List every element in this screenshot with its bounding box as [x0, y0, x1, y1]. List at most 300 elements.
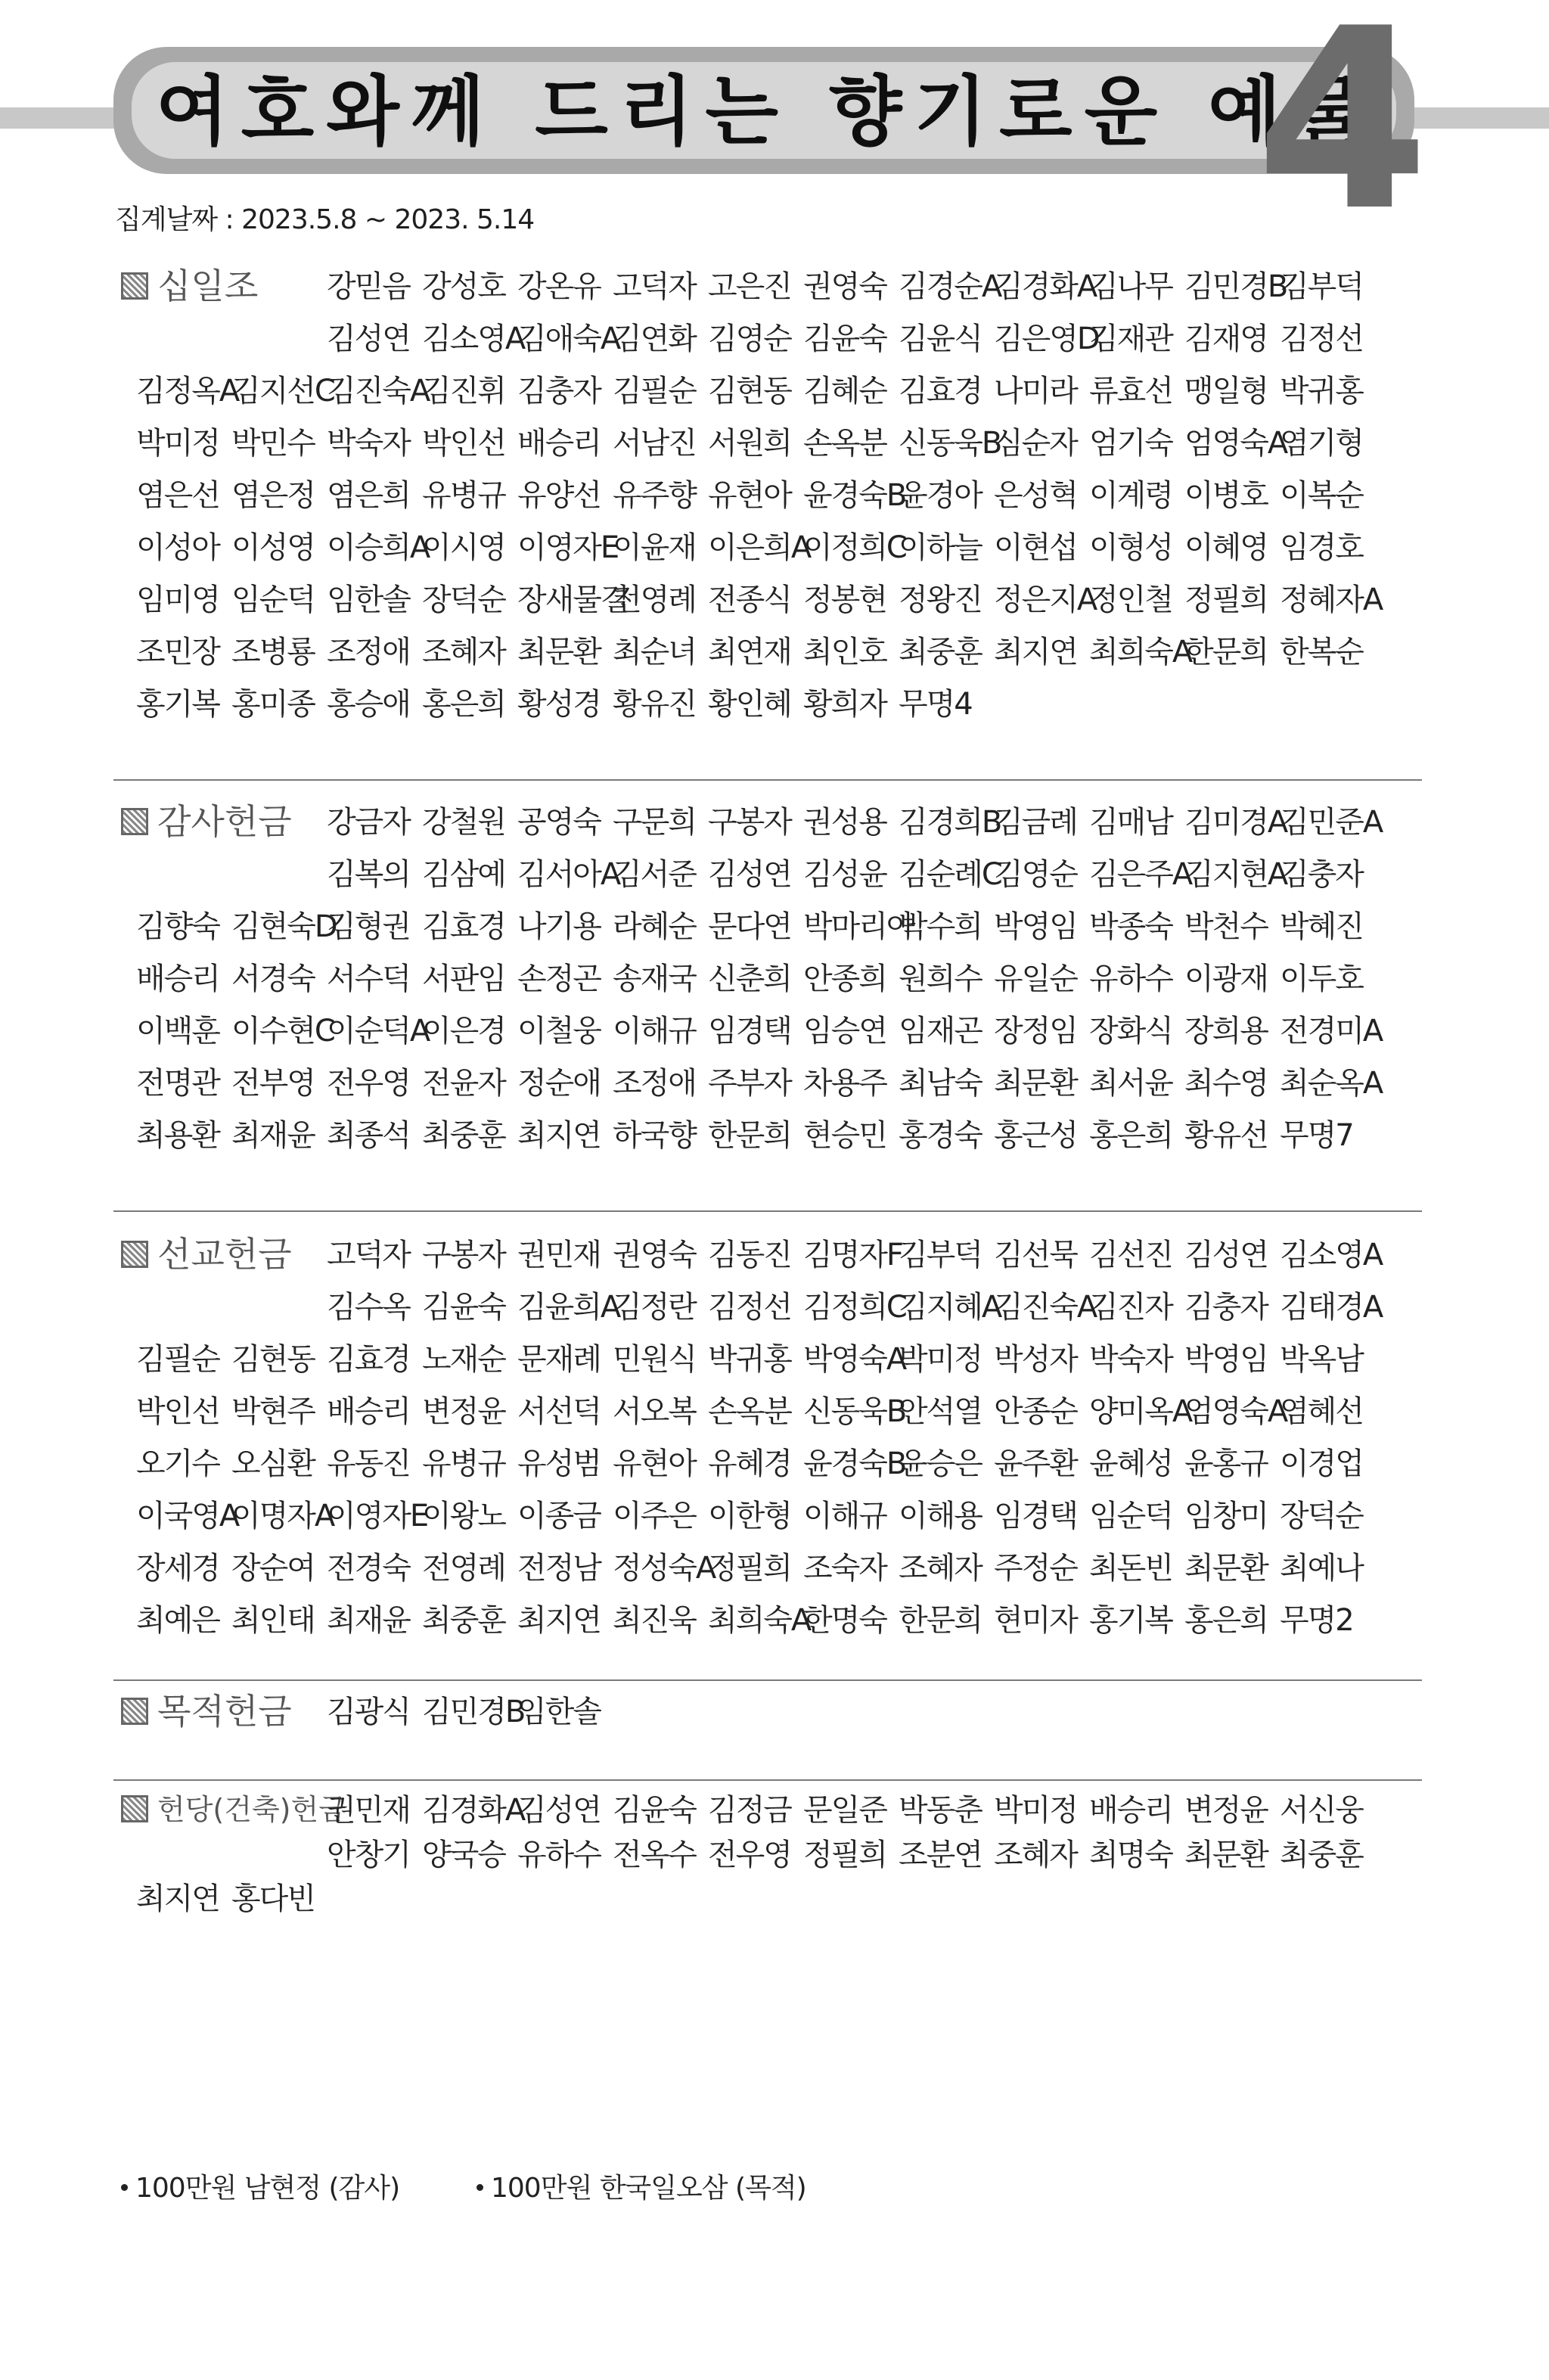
donor-name: 안석열	[899, 1394, 982, 1429]
donor-name: 김성연	[327, 322, 410, 356]
donor-name: 서경숙	[231, 962, 315, 996]
donor-name: 박천수	[1184, 909, 1268, 944]
donor-name: 나미라	[994, 374, 1077, 409]
donor-name: 홍기복	[1089, 1603, 1172, 1638]
donor-name: 유양선	[517, 478, 601, 513]
note-text: 100만원 한국일오삼 (목적)	[491, 2173, 806, 2204]
donor-name: 엄기숙	[1089, 426, 1172, 461]
donor-name: 김진숙A	[327, 374, 430, 409]
donor-name: 최희숙A	[708, 1603, 811, 1638]
donor-name: 김진자	[1089, 1290, 1172, 1325]
donor-name: 김미경A	[1184, 805, 1287, 840]
donor-name: 최인호	[803, 635, 886, 670]
donor-name: 신춘희	[708, 962, 791, 996]
donor-name: 김정희C	[803, 1290, 906, 1325]
note-2	[476, 2167, 806, 2205]
donor-name: 변정윤	[422, 1394, 505, 1429]
donor-name: 염은정	[231, 478, 315, 513]
donor-name: 한문희	[1184, 635, 1268, 670]
donor-name: 서원희	[708, 426, 791, 461]
donor-name: 홍승애	[327, 687, 410, 722]
donor-name: 김수옥	[327, 1290, 410, 1325]
donor-name: 김혜순	[803, 374, 886, 409]
donor-name: 김부덕	[899, 1238, 982, 1272]
donor-name: 임순덕	[1089, 1499, 1172, 1533]
donor-name: 전경숙	[327, 1551, 410, 1586]
donor-name: 유현아	[708, 478, 791, 513]
donor-name: 이국영A	[136, 1499, 239, 1533]
donor-name: 이해규	[803, 1499, 886, 1533]
donor-name: 주부자	[708, 1066, 791, 1101]
donor-name: 최예나	[1280, 1551, 1363, 1586]
donor-name: 권민재	[327, 1793, 410, 1828]
donor-name: 박마리아	[803, 909, 914, 944]
donor-name: 정은지A	[994, 583, 1097, 617]
donor-name: 김경화A	[994, 269, 1097, 304]
donor-name: 은성혁	[994, 478, 1077, 513]
donor-name: 김효경	[327, 1342, 410, 1377]
donor-name: 이백훈	[136, 1014, 219, 1049]
section-label-text: 십일조	[157, 266, 259, 306]
donor-name: 김형권	[327, 909, 410, 944]
donor-name: 최희숙A	[1089, 635, 1192, 670]
bullet-icon	[121, 2184, 128, 2191]
donor-name: 황희자	[803, 687, 886, 722]
donor-name: 배승리	[327, 1394, 410, 1429]
donor-name: 이명자A	[231, 1499, 334, 1533]
donor-name: 최문환	[1184, 1551, 1268, 1586]
donor-name: 유하수	[517, 1837, 601, 1872]
donor-name: 최명숙	[1089, 1837, 1172, 1872]
donor-name: 이종금	[517, 1499, 601, 1533]
donor-name: 김영순	[994, 857, 1077, 892]
donor-name: 최돈빈	[1089, 1551, 1172, 1586]
donor-name: 조민장	[136, 635, 219, 670]
donor-name: 전영례	[422, 1551, 505, 1586]
donor-name: 이한형	[708, 1499, 791, 1533]
donor-name: 현승민	[803, 1118, 886, 1153]
section-label	[121, 263, 258, 309]
donor-name: 장희용	[1184, 1014, 1268, 1049]
donor-name: 유일순	[994, 962, 1077, 996]
donor-name: 최수영	[1184, 1066, 1268, 1101]
donor-name: 윤홍규	[1184, 1446, 1268, 1481]
donor-name: 박미정	[994, 1793, 1077, 1828]
donor-name: 최연재	[708, 635, 791, 670]
donor-name: 김복의	[327, 857, 410, 892]
donor-name: 차용주	[803, 1066, 886, 1101]
donor-name: 강금자	[327, 805, 410, 840]
donor-name: 김충자	[517, 374, 601, 409]
donor-name: 김필순	[136, 1342, 219, 1377]
donor-name: 홍은희	[1089, 1118, 1172, 1153]
donor-name: 홍경숙	[899, 1118, 982, 1153]
donor-name: 최재윤	[231, 1118, 315, 1153]
donor-name: 최지연	[136, 1881, 219, 1917]
donor-name: 안종희	[803, 962, 886, 996]
donor-name: 조정애	[613, 1066, 696, 1101]
donor-name: 김영순	[708, 322, 791, 356]
donor-name: 구봉자	[708, 805, 791, 840]
donor-name: 이영자E	[517, 530, 619, 565]
donor-name: 장화식	[1089, 1014, 1172, 1049]
donor-name: 최문환	[994, 1066, 1077, 1101]
donor-name: 김효경	[422, 909, 505, 944]
donor-name: 윤주환	[994, 1446, 1077, 1481]
donor-name: 김충자	[1280, 857, 1363, 892]
donor-name: 송재국	[613, 962, 696, 996]
donor-name: 김민준A	[1280, 805, 1383, 840]
square-bullet-icon	[121, 272, 148, 300]
donor-name: 양미옥A	[1089, 1394, 1192, 1429]
donor-name: 이해규	[613, 1014, 696, 1049]
donor-name: 최용환	[136, 1118, 219, 1153]
donor-name: 전옥수	[613, 1837, 696, 1872]
donor-name: 김현동	[708, 374, 791, 409]
bullet-icon	[476, 2184, 483, 2191]
donor-name: 김서준	[613, 857, 696, 892]
donor-name: 정필희	[1184, 583, 1268, 617]
donor-name: 주정순	[994, 1551, 1077, 1586]
donor-name: 임경호	[1280, 530, 1363, 565]
donor-name: 정순애	[517, 1066, 601, 1101]
square-bullet-icon	[121, 1241, 148, 1268]
donor-name: 서판임	[422, 962, 505, 996]
donor-name: 원희수	[899, 962, 982, 996]
donor-name: 김금례	[994, 805, 1077, 840]
donor-name: 김애숙A	[517, 322, 620, 356]
donor-name: 문재례	[517, 1342, 601, 1377]
section-label-text: 선교헌금	[157, 1234, 292, 1275]
donor-name: 맹일형	[1184, 374, 1268, 409]
donor-name: 최진욱	[613, 1603, 696, 1638]
donor-name: 박영임	[1184, 1342, 1268, 1377]
donor-name: 권영숙	[613, 1238, 696, 1272]
note-text: 100만원 남현정 (감사)	[135, 2173, 400, 2204]
donor-name: 이왕노	[422, 1499, 505, 1533]
donor-name: 엄영숙A	[1184, 426, 1287, 461]
donor-name: 박종숙	[1089, 909, 1172, 944]
donor-name: 김성연	[1184, 1238, 1268, 1272]
section-divider	[113, 1210, 1422, 1212]
donor-name: 유병규	[422, 1446, 505, 1481]
square-bullet-icon	[121, 1698, 148, 1725]
donor-name: 김필순	[613, 374, 696, 409]
donor-name: 황유진	[613, 687, 696, 722]
donor-name: 이정희C	[803, 530, 906, 565]
donor-name: 윤경숙B	[803, 478, 906, 513]
donor-name: 이혜영	[1184, 530, 1268, 565]
donor-name: 박귀홍	[1280, 374, 1363, 409]
square-bullet-icon	[121, 1795, 148, 1822]
donor-name: 최남숙	[899, 1066, 982, 1101]
donor-name: 최순옥A	[1280, 1066, 1383, 1101]
donor-name: 전부영	[231, 1066, 315, 1101]
donor-name: 임경택	[994, 1499, 1077, 1533]
donor-name: 이승희A	[327, 530, 430, 565]
donor-name: 구봉자	[422, 1238, 505, 1272]
donor-name: 정필희	[803, 1837, 886, 1872]
donor-name: 김은주A	[1089, 857, 1192, 892]
donor-name: 이영자E	[327, 1499, 428, 1533]
donor-name: 김소영A	[422, 322, 525, 356]
donor-name: 김향숙	[136, 909, 219, 944]
donor-name: 김삼예	[422, 857, 505, 892]
donor-name: 홍은희	[1184, 1603, 1268, 1638]
donor-name: 김윤숙	[613, 1793, 696, 1828]
donor-name: 이성영	[231, 530, 315, 565]
donor-name: 장덕순	[1280, 1499, 1363, 1533]
donor-name: 박영임	[994, 909, 1077, 944]
donor-name: 이주은	[613, 1499, 696, 1533]
donor-name: 유동진	[327, 1446, 410, 1481]
donor-name: 김매남	[1089, 805, 1172, 840]
donor-name: 최문환	[517, 635, 601, 670]
donor-name: 홍미종	[231, 687, 315, 722]
section-label	[121, 1689, 292, 1734]
donor-name: 김정선	[1280, 322, 1363, 356]
donor-name: 서오복	[613, 1394, 696, 1429]
donor-name: 이복순	[1280, 478, 1363, 513]
donor-name: 신동욱B	[899, 426, 1001, 461]
donor-name: 조병룡	[231, 635, 315, 670]
donor-name: 김연화	[613, 322, 696, 356]
donor-name: 김민경B	[422, 1695, 525, 1729]
donor-name: 박인선	[136, 1394, 219, 1429]
donor-name: 정인철	[1089, 583, 1172, 617]
donor-name: 노재순	[422, 1342, 505, 1377]
donor-name: 김지현A	[1184, 857, 1287, 892]
donor-name: 박숙자	[327, 426, 410, 461]
donor-name: 최인태	[231, 1603, 315, 1638]
donor-name: 이철웅	[517, 1014, 601, 1049]
donor-name: 김선진	[1089, 1238, 1172, 1272]
donor-name: 박수희	[899, 909, 982, 944]
donor-name: 최문환	[1184, 1837, 1268, 1872]
donor-name: 최종석	[327, 1118, 410, 1153]
donor-name: 배승리	[517, 426, 601, 461]
square-bullet-icon	[121, 808, 148, 835]
donor-name: 이현섭	[994, 530, 1077, 565]
section-divider	[113, 1679, 1422, 1681]
donor-name: 고덕자	[327, 1238, 410, 1272]
donor-name: 김재영	[1184, 322, 1268, 356]
donor-name: 김윤희A	[517, 1290, 620, 1325]
donor-name: 김정선	[708, 1290, 791, 1325]
donor-name: 김진숙A	[994, 1290, 1097, 1325]
section-label-text: 목적헌금	[157, 1691, 292, 1732]
donor-name: 염혜선	[1280, 1394, 1363, 1429]
donor-name: 김현동	[231, 1342, 315, 1377]
donor-name: 이은경	[422, 1014, 505, 1049]
donor-name: 홍기복	[136, 687, 219, 722]
donor-name: 김정금	[708, 1793, 791, 1828]
donor-name: 김진휘	[422, 374, 505, 409]
donor-name: 민원식	[613, 1342, 696, 1377]
donor-name: 이두호	[1280, 962, 1363, 996]
donor-name: 장정임	[994, 1014, 1077, 1049]
donor-name: 임창미	[1184, 1499, 1268, 1533]
donor-name: 최예은	[136, 1603, 219, 1638]
donor-name: 서남진	[613, 426, 696, 461]
donor-name: 황성경	[517, 687, 601, 722]
section-divider	[113, 1779, 1422, 1781]
donor-name: 이경업	[1280, 1446, 1363, 1481]
donor-name: 유혜경	[708, 1446, 791, 1481]
donor-name: 정필희	[708, 1551, 791, 1586]
issue-number: 4	[1256, 0, 1429, 266]
donor-name: 김은영D	[994, 322, 1099, 356]
donor-name: 전영례	[613, 583, 696, 617]
donor-name: 엄영숙A	[1184, 1394, 1287, 1429]
donor-name: 강온유	[517, 269, 601, 304]
donor-name: 공영숙	[517, 805, 601, 840]
donor-name: 전우영	[327, 1066, 410, 1101]
donor-name: 정왕진	[899, 583, 982, 617]
section-label-text: 감사헌금	[157, 801, 292, 842]
donor-name: 라혜순	[613, 909, 696, 944]
donor-name: 김나무	[1089, 269, 1172, 304]
donor-name: 고은진	[708, 269, 791, 304]
donor-name: 박혜진	[1280, 909, 1363, 944]
donor-name: 조혜자	[422, 635, 505, 670]
donor-name: 염기형	[1280, 426, 1363, 461]
donor-name: 서신웅	[1280, 1793, 1363, 1828]
donor-name: 한문희	[899, 1603, 982, 1638]
donor-name: 김서아A	[517, 857, 620, 892]
donor-name: 안창기	[327, 1837, 410, 1872]
donor-name: 윤혜성	[1089, 1446, 1172, 1481]
donor-name: 염은선	[136, 478, 219, 513]
donor-name: 윤승은	[899, 1446, 982, 1481]
donor-name: 김정옥A	[136, 374, 239, 409]
donor-name: 최중훈	[422, 1118, 505, 1153]
donor-name: 나기용	[517, 909, 601, 944]
donor-name: 김경희B	[899, 805, 1001, 840]
donor-name: 전경미A	[1280, 1014, 1383, 1049]
donor-name: 김민경B	[1184, 269, 1287, 304]
donor-name: 박영숙A	[803, 1342, 906, 1377]
note-1	[121, 2167, 399, 2205]
donor-name: 변정윤	[1184, 1793, 1268, 1828]
donor-name: 류효선	[1089, 374, 1172, 409]
donor-name: 고덕자	[613, 269, 696, 304]
donor-name: 최재윤	[327, 1603, 410, 1638]
donor-name: 무명7	[1280, 1118, 1353, 1153]
donor-name: 조혜자	[899, 1551, 982, 1586]
donor-name: 유현아	[613, 1446, 696, 1481]
donor-name: 이성아	[136, 530, 219, 565]
donor-name: 서수덕	[327, 962, 410, 996]
donor-name: 강성호	[422, 269, 505, 304]
donor-name: 양국승	[422, 1837, 505, 1872]
donor-name: 김동진	[708, 1238, 791, 1272]
donor-name: 김윤숙	[422, 1290, 505, 1325]
tally-period: 집계날짜 : 2023.5.8 ~ 2023. 5.14	[115, 204, 535, 235]
donor-name: 정성숙A	[613, 1551, 716, 1586]
donor-name: 김명자F	[803, 1238, 902, 1272]
donor-name: 임한솔	[327, 583, 410, 617]
donor-name: 김윤숙	[803, 322, 886, 356]
donor-name: 홍은희	[422, 687, 505, 722]
donor-name: 조숙자	[803, 1551, 886, 1586]
donor-name: 최지연	[517, 1118, 601, 1153]
donor-name: 홍근성	[994, 1118, 1077, 1153]
donor-name: 배승리	[1089, 1793, 1172, 1828]
donor-name: 김선묵	[994, 1238, 1077, 1272]
donor-name: 김소영A	[1280, 1238, 1383, 1272]
donor-name: 이형성	[1089, 530, 1172, 565]
donor-name: 최지연	[517, 1603, 601, 1638]
donor-name: 김지혜A	[899, 1290, 1001, 1325]
donor-name: 한복순	[1280, 635, 1363, 670]
donor-name: 임순덕	[231, 583, 315, 617]
donor-name: 문일준	[803, 1793, 886, 1828]
section-label-text: 헌당(건축)헌금	[157, 1793, 346, 1826]
section-label	[121, 799, 292, 844]
donor-name: 조혜자	[994, 1837, 1077, 1872]
donor-name: 김경순A	[899, 269, 1001, 304]
donor-name: 김태경A	[1280, 1290, 1383, 1325]
donor-name: 최중훈	[422, 1603, 505, 1638]
donor-name: 오심환	[231, 1446, 315, 1481]
donor-name: 김경화A	[422, 1793, 525, 1828]
donor-name: 임미영	[136, 583, 219, 617]
donor-name: 무명4	[899, 687, 972, 722]
donor-name: 이윤재	[613, 530, 696, 565]
donor-name: 최지연	[994, 635, 1077, 670]
donor-name: 이하늘	[899, 530, 982, 565]
donor-name: 손정곤	[517, 962, 601, 996]
donor-name: 이해용	[899, 1499, 982, 1533]
donor-name: 권영숙	[803, 269, 886, 304]
donor-name: 이은희A	[708, 530, 811, 565]
donor-name: 박숙자	[1089, 1342, 1172, 1377]
donor-name: 임승연	[803, 1014, 886, 1049]
donor-name: 이계령	[1089, 478, 1172, 513]
donor-name: 장덕순	[422, 583, 505, 617]
donor-name: 김순례C	[899, 857, 1001, 892]
donor-name: 장새물결	[517, 583, 629, 617]
donor-name: 하국향	[613, 1118, 696, 1153]
donor-name: 최중훈	[1280, 1837, 1363, 1872]
donor-name: 김지선C	[231, 374, 334, 409]
donor-name: 최순녀	[613, 635, 696, 670]
donor-name: 김현숙D	[231, 909, 337, 944]
donor-name: 전윤자	[422, 1066, 505, 1101]
donor-name: 박성자	[994, 1342, 1077, 1377]
donor-name: 김재관	[1089, 322, 1172, 356]
donor-name: 김성연	[517, 1793, 601, 1828]
donor-name: 김정란	[613, 1290, 696, 1325]
donor-name: 박인선	[422, 426, 505, 461]
donor-name: 박동춘	[899, 1793, 982, 1828]
donor-name: 박미정	[899, 1342, 982, 1377]
donor-name: 홍다빈	[231, 1881, 315, 1917]
donor-name: 김성연	[708, 857, 791, 892]
donor-name: 황인혜	[708, 687, 791, 722]
donor-name: 김효경	[899, 374, 982, 409]
donor-name: 신동욱B	[803, 1394, 906, 1429]
donor-name: 유하수	[1089, 962, 1172, 996]
page-title: 여호와께 드리는 향기로운 예물	[156, 67, 1379, 156]
donor-name: 한문희	[708, 1118, 791, 1153]
donor-name: 유주향	[613, 478, 696, 513]
donor-name: 박귀홍	[708, 1342, 791, 1377]
donor-name: 전명관	[136, 1066, 219, 1101]
section-label	[121, 1787, 346, 1832]
donor-name: 서선덕	[517, 1394, 601, 1429]
